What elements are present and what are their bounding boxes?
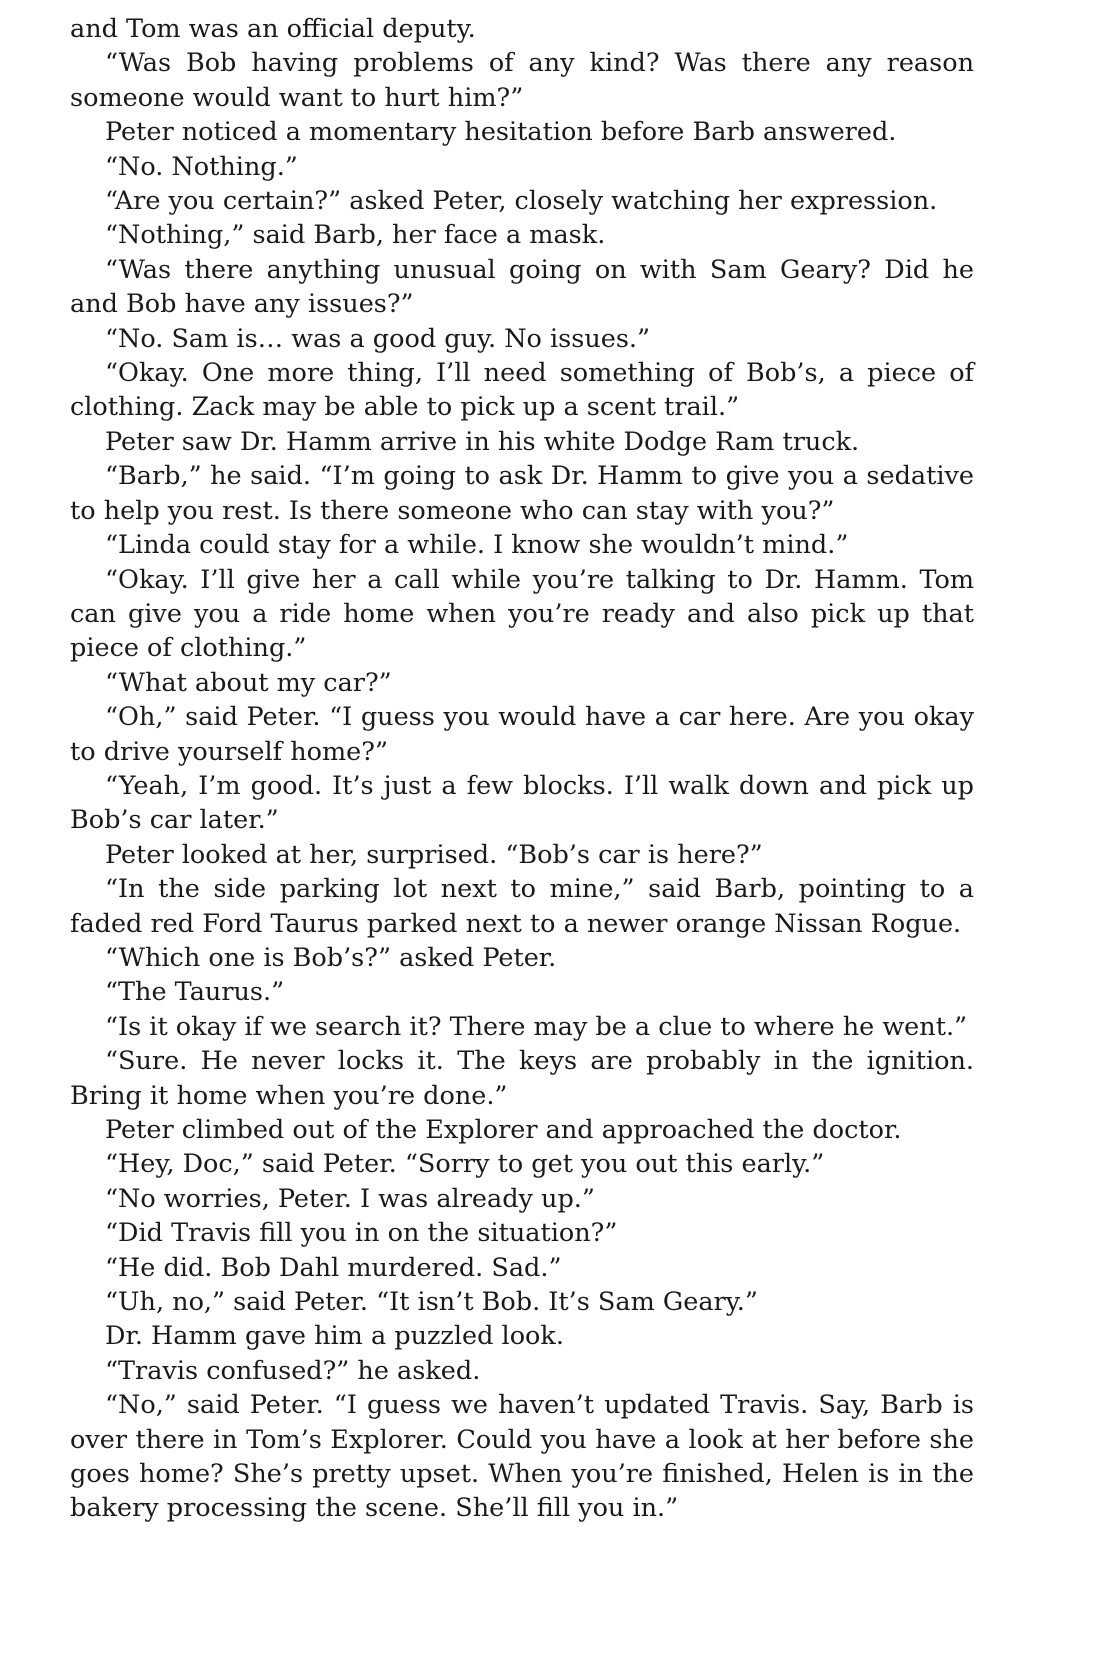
paragraph: “Barb,” he said. “I’m going to ask Dr. Hamm to give you a sedative to help you rest. Is there someone who can stay with you?” (70, 461, 974, 526)
paragraph: “The Taurus.” (105, 977, 285, 1008)
paragraph: “Linda could stay for a while. I know she wouldn’t mind.” (105, 530, 849, 561)
paragraph: “Was there anything unusual going on with Sam Geary? Did he and Bob have any issues?” (70, 254, 974, 320)
paragraph: “No worries, Peter. I was already up.” (105, 1183, 595, 1214)
paragraph: Peter noticed a momentary hesitation before Barb answered. (105, 117, 897, 148)
paragraph: Peter saw Dr. Hamm arrive in his white Dodge Ram truck. (105, 426, 860, 457)
paragraph: “Are you certain?” asked Peter, closely watching her expression. (105, 186, 938, 217)
paragraph: “Is it okay if we search it? There may be a clue to where he went.” (105, 1011, 968, 1042)
paragraph: “Okay. I’ll give her a call while you’re talking to Dr. Hamm. Tom can give you a ride home when you’re ready and also pick up that piece of clothing.” (70, 564, 974, 664)
paragraph: “Did Travis fill you in on the situation?” (105, 1218, 618, 1249)
paragraph: “Sure. He never locks it. The keys are probably in the ignition. Bring it home when you’re done.” (70, 1046, 974, 1111)
paragraph: “Okay. One more thing, I’ll need something of Bob’s, a piece of clothing. Zack may be able to pick up a scent trail.” (70, 358, 974, 423)
paragraph: “What about my car?” (105, 667, 392, 698)
paragraph: “In the side parking lot next to mine,” said Barb, pointing to a faded red Ford Taurus parked next to a newer orange Nissan Rogue. (70, 874, 974, 939)
paragraph: “Which one is Bob’s?” asked Peter. (105, 942, 557, 973)
paragraph: “Uh, no,” said Peter. “It isn’t Bob. It’s Sam Geary.” (105, 1287, 758, 1318)
paragraph: “Yeah, I’m good. It’s just a few blocks. I’ll walk down and pick up Bob’s car later.” (70, 770, 974, 836)
paragraph: “Hey, Doc,” said Peter. “Sorry to get you out this early.” (105, 1149, 825, 1180)
paragraph: “Nothing,” said Barb, her face a mask. (105, 220, 606, 251)
paragraph: “No. Nothing.” (105, 151, 298, 182)
paragraph: “Travis confused?” he asked. (105, 1355, 481, 1386)
paragraph-continuation: and Tom was an official deputy. (70, 14, 476, 44)
paragraph: Peter looked at her, surprised. “Bob’s car is here?” (105, 839, 763, 870)
paragraph: “Was Bob having problems of any kind? Was there any reason someone would want to hurt him?” (70, 48, 974, 113)
paragraph: “Oh,” said Peter. “I guess you would have a car here. Are you okay to drive yourself home?” (70, 702, 974, 767)
paragraph: “No. Sam is… was a good guy. No issues.” (105, 323, 651, 354)
book-page (70, 12, 974, 1526)
paragraph: Dr. Hamm gave him a puzzled look. (105, 1321, 564, 1352)
paragraph: “He did. Bob Dahl murdered. Sad.” (105, 1252, 562, 1283)
paragraph: Peter climbed out of the Explorer and approached the doctor. (105, 1115, 902, 1145)
paragraph: “No,” said Peter. “I guess we haven’t updated Travis. Say, Barb is over there in Tom’s Explorer. Could you have a look at her before she goes home? She’s pretty upset. When you’re finished, Helen is in the bakery processing the scene. She’ll fill you in.” (70, 1390, 974, 1524)
